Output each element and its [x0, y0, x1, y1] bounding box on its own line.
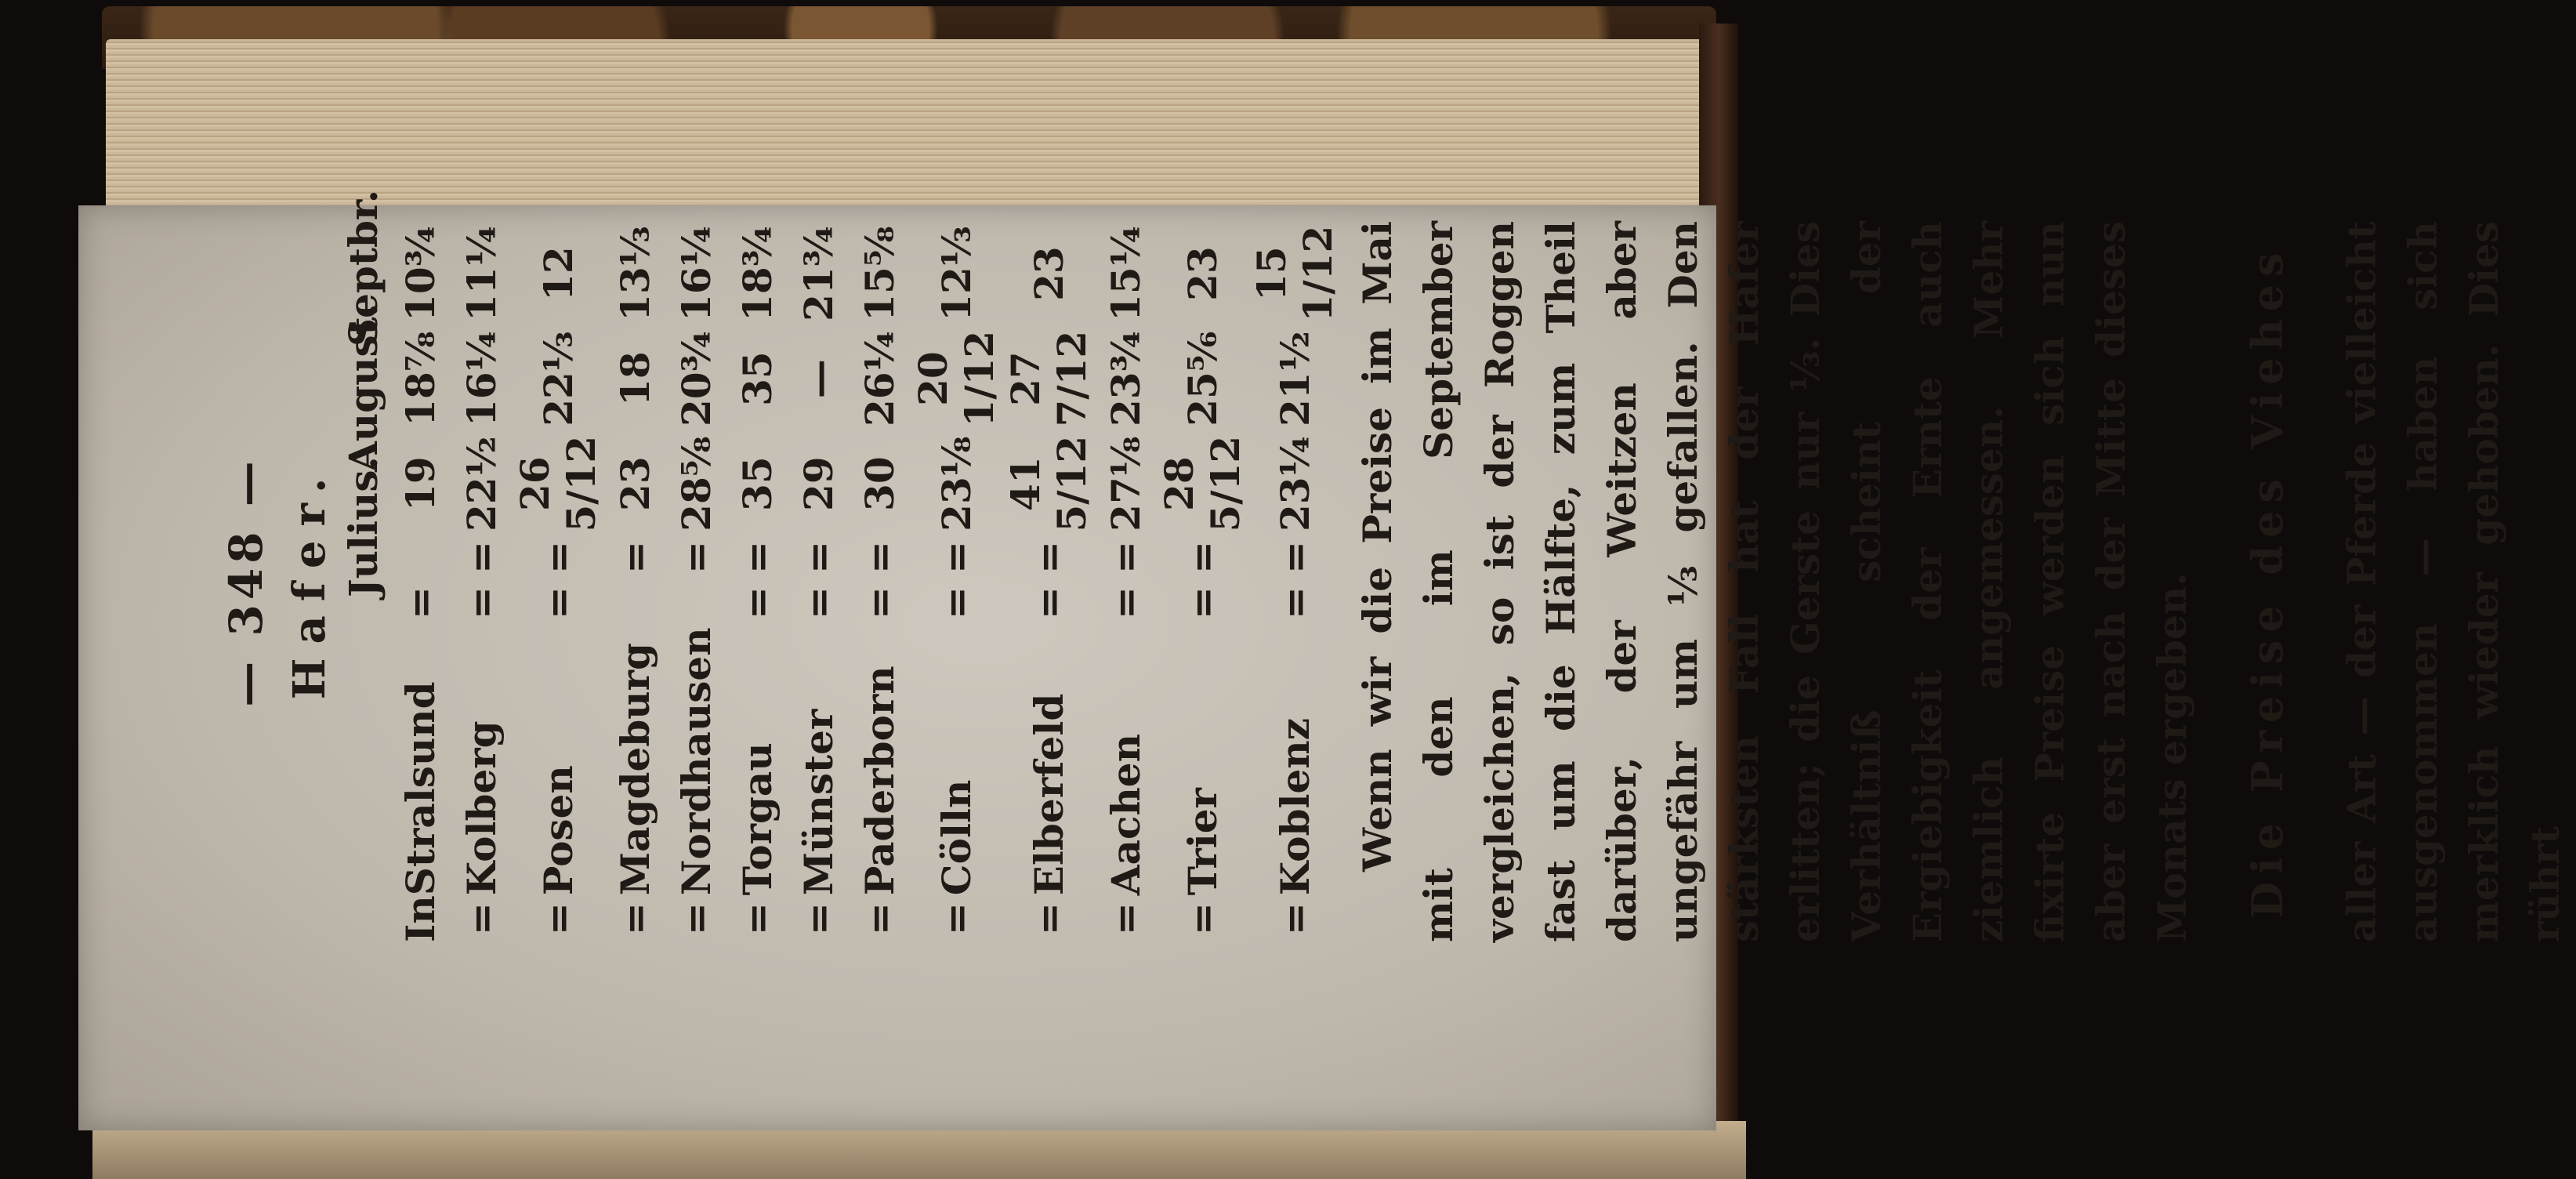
city-name: Münster — [795, 709, 842, 896]
body-paragraph-continued: aller Art — der Pferde vielleicht ausgenommen — haben sich merklich wieder gehoben. Dies rührt — [2339, 221, 2568, 942]
price-july: 23⅛ — [933, 436, 980, 531]
price-september: 12⅓ — [933, 226, 980, 321]
price-august: 18⅞ — [397, 331, 444, 426]
ditto-mark: = — [534, 540, 582, 574]
price-july: 23¼ — [1271, 436, 1318, 532]
ditto-mark: = — [397, 586, 444, 620]
price-july: 23 — [611, 456, 658, 511]
ditto-mark: = — [1271, 586, 1318, 620]
price-september: 23 — [1025, 246, 1072, 301]
price-august: 26¼ — [856, 331, 903, 426]
city-name: Elberfeld — [1025, 693, 1072, 896]
column-header-spacer — [340, 597, 386, 942]
table-row — [512, 221, 604, 942]
table-row — [788, 221, 849, 942]
column-header-august: August. — [340, 303, 386, 472]
ditto-mark: = — [795, 540, 842, 574]
ditto-mark: = — [672, 540, 719, 574]
price-august: 20¾ — [672, 331, 719, 426]
row-prefix: = — [611, 902, 658, 936]
table-row — [1002, 221, 1095, 942]
city-name: Torgau — [734, 742, 781, 896]
ditto-mark: = — [933, 540, 980, 574]
city-name: Nordhausen — [672, 627, 719, 896]
row-prefix: = — [1102, 902, 1149, 936]
price-september: 15⅝ — [856, 226, 903, 321]
price-september: 15 1/12 — [1248, 225, 1341, 322]
ditto-mark: = — [734, 586, 781, 620]
city-name: Posen — [534, 765, 582, 896]
body-paragraph: Wenn wir die Preise im Mai mit den im September vergleichen, so ist der Roggen fast um die Hälfte, zum Theil darüber, der Weitzen aber ungefähr um ⅓ gefallen. Den stärksten Fall hat der Hafer erlitten; die Gerste nur ⅓. Dies Verhältniß scheint der Ergiebigkeit der Ernte auch ziemlich angemessen. Mehr fixirte Preise werden sich nun aber erst nach der Mitte dieses Monats ergeben. — [1354, 221, 2195, 942]
ditto-mark: = — [1179, 586, 1226, 620]
rotated-text-block — [165, 119, 2568, 1044]
table-row — [451, 221, 512, 942]
city-name: Stralsund — [397, 681, 444, 896]
row-prefix: In — [397, 895, 444, 942]
ditto-mark — [389, 536, 451, 579]
table-row — [389, 221, 451, 942]
price-july: 29 — [795, 456, 842, 511]
table-row — [1156, 221, 1248, 942]
price-august: 20 1/12 — [910, 330, 1002, 427]
price-august: 35 — [734, 351, 781, 406]
section-heading: Hafer. — [284, 463, 335, 700]
row-prefix: = — [1025, 902, 1072, 936]
table-row — [849, 221, 910, 942]
row-prefix: = — [795, 902, 842, 936]
row-prefix: = — [1271, 902, 1318, 936]
city-name: Kolberg — [458, 720, 505, 896]
ditto-mark: = — [1271, 540, 1318, 574]
ditto-mark: = — [611, 540, 658, 574]
ditto-mark: = — [933, 586, 980, 620]
price-table — [389, 221, 1341, 942]
sub-heading: Die Preise des Viehes — [2242, 245, 2292, 919]
price-july: 28 5/12 — [1156, 435, 1248, 532]
price-september: 16¼ — [672, 226, 719, 321]
row-prefix: = — [458, 902, 505, 936]
table-row — [665, 221, 726, 942]
price-september: 21¾ — [795, 226, 842, 321]
price-september: 12 — [534, 246, 582, 301]
ditto-mark: = — [795, 586, 842, 620]
price-august: 27 7/12 — [1002, 330, 1095, 427]
row-prefix: = — [1179, 902, 1226, 936]
ditto-mark: = — [1179, 540, 1226, 574]
book-page — [78, 189, 2568, 1130]
ditto-mark: = — [534, 586, 582, 620]
table-row — [1248, 221, 1341, 942]
ditto-mark: = — [856, 586, 903, 620]
price-august: 16¼ — [458, 331, 505, 426]
city-name: Magdeburg — [611, 643, 658, 896]
ditto-mark: = — [458, 586, 505, 620]
price-july: 27⅛ — [1102, 436, 1149, 531]
row-prefix: = — [856, 902, 903, 936]
price-july: 28⅝ — [672, 436, 719, 531]
price-september: 11¼ — [458, 226, 505, 321]
price-september: 18¾ — [734, 226, 781, 321]
price-august: 25⅚ — [1179, 331, 1226, 426]
city-name: Cölln — [933, 779, 980, 896]
price-september: 23 — [1179, 246, 1226, 301]
price-august: 22⅓ — [534, 331, 582, 426]
price-july: 26 5/12 — [512, 435, 604, 532]
city-name: Koblenz — [1271, 717, 1318, 896]
price-august: 23¾ — [1102, 331, 1149, 426]
ditto-mark — [604, 579, 665, 628]
price-july: 35 — [734, 456, 781, 511]
row-prefix: = — [672, 902, 719, 936]
price-august: 18 — [611, 351, 658, 406]
price-july: 41 5/12 — [1002, 435, 1095, 532]
table-row — [726, 221, 788, 942]
table-row — [1095, 221, 1156, 942]
page-number: — 348 — — [219, 456, 273, 707]
ditto-mark: = — [1102, 540, 1149, 574]
price-july: 30 — [856, 456, 903, 511]
ditto-mark: = — [1102, 586, 1149, 620]
ditto-mark: = — [734, 540, 781, 574]
column-header-september: Septbr. — [340, 189, 386, 346]
row-prefix: = — [933, 902, 980, 936]
ditto-mark: = — [1025, 586, 1072, 620]
price-september: 13⅓ — [611, 226, 658, 321]
price-august: — — [795, 359, 842, 399]
city-name: Aachen — [1102, 734, 1149, 896]
column-header-july: Julius. — [340, 456, 386, 597]
table-row — [604, 221, 665, 942]
row-prefix: = — [734, 902, 781, 936]
ditto-mark — [665, 579, 726, 628]
ditto-mark: = — [856, 540, 903, 574]
city-name: Trier — [1179, 788, 1226, 896]
ditto-mark: = — [458, 540, 505, 574]
ditto-mark: = — [1025, 540, 1072, 574]
price-september: 10¾ — [397, 226, 444, 321]
row-prefix: = — [534, 902, 582, 936]
price-july: 19 — [397, 456, 444, 511]
city-name: Paderborn — [856, 666, 903, 896]
table-row — [910, 221, 1002, 942]
price-september: 15¼ — [1102, 226, 1149, 321]
column-headers — [340, 189, 386, 942]
price-august: 21½ — [1271, 331, 1318, 426]
price-july: 22½ — [458, 436, 505, 532]
